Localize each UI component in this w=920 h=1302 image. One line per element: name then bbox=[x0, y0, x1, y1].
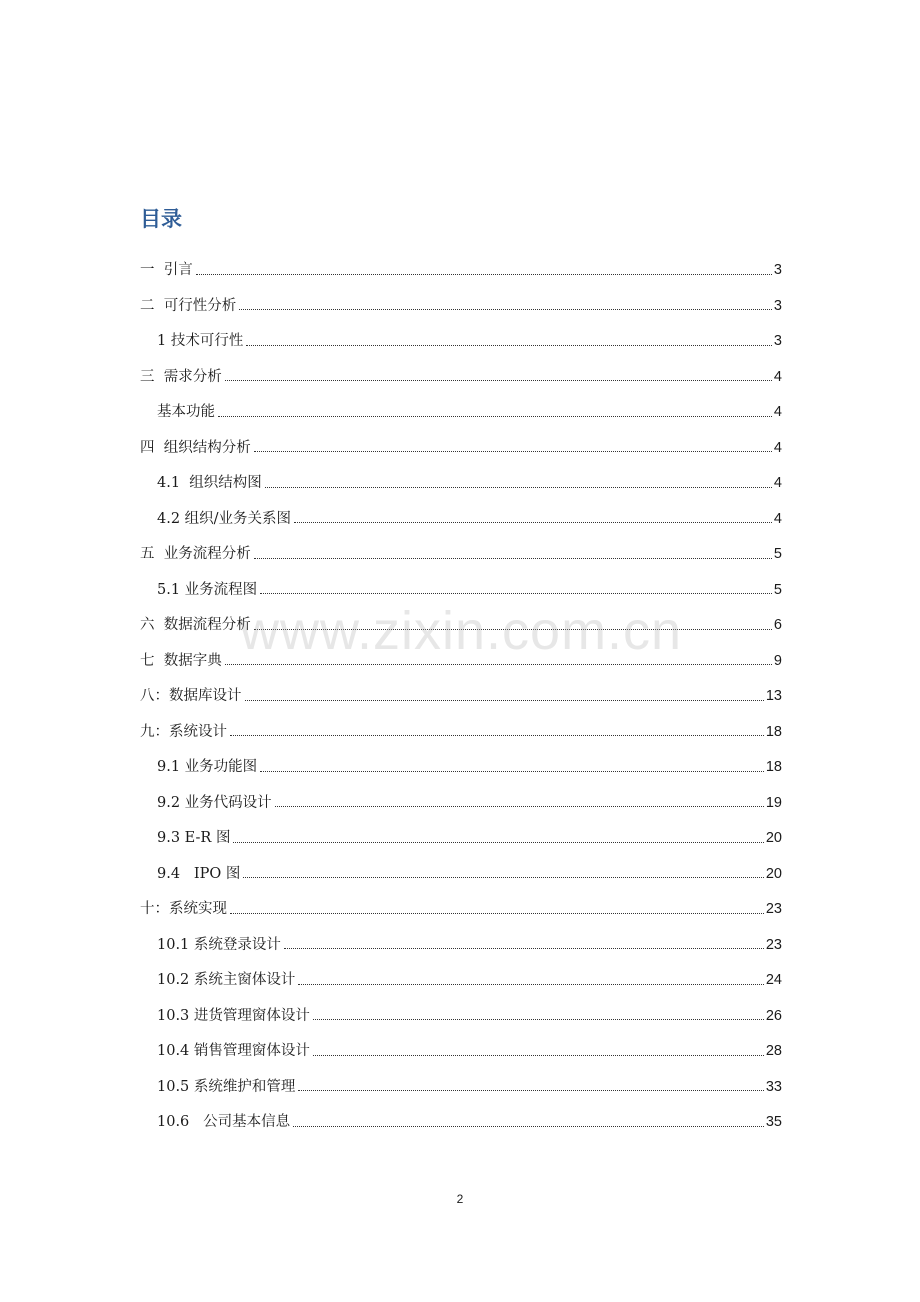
toc-entry[interactable] bbox=[140, 1059, 782, 1095]
toc-entry[interactable] bbox=[140, 952, 782, 988]
toc-entry-label: 5.1 业务流程图 bbox=[157, 581, 258, 598]
toc-entry[interactable] bbox=[140, 491, 782, 527]
toc-entry-page: 23 bbox=[765, 936, 782, 953]
toc-entry[interactable] bbox=[140, 455, 782, 491]
toc-title: 目录 bbox=[140, 207, 182, 231]
toc-entry-page: 24 bbox=[765, 972, 782, 988]
dot-leader bbox=[230, 735, 764, 736]
toc-entry-label: 10.5 系统维护和管理 bbox=[157, 1078, 296, 1095]
toc-entry-label: 九：系统设计 bbox=[140, 723, 227, 740]
dot-leader bbox=[218, 416, 772, 417]
toc-entry[interactable] bbox=[140, 810, 782, 846]
dot-leader bbox=[293, 1126, 764, 1127]
toc-entry-label: 六 数据流程分析 bbox=[140, 617, 251, 633]
toc-entry[interactable] bbox=[140, 739, 782, 775]
dot-leader bbox=[265, 487, 772, 488]
toc-entry[interactable] bbox=[140, 917, 782, 953]
toc-entry-page: 5 bbox=[773, 581, 782, 598]
dot-leader bbox=[260, 771, 764, 772]
toc-entry-page: 6 bbox=[773, 617, 782, 633]
dot-leader bbox=[230, 913, 764, 914]
toc-entry-page: 4 bbox=[773, 510, 782, 527]
toc-entry-page: 20 bbox=[765, 830, 782, 846]
toc-entry-label: 一 引言 bbox=[140, 262, 193, 278]
page-number: 2 bbox=[456, 1192, 464, 1206]
toc-list bbox=[140, 242, 782, 1130]
toc-entry[interactable] bbox=[140, 384, 782, 420]
dot-leader bbox=[275, 806, 764, 807]
toc-entry-label: 十：系统实现 bbox=[140, 901, 227, 917]
toc-entry[interactable] bbox=[140, 846, 782, 882]
toc-entry-page: 26 bbox=[765, 1007, 782, 1024]
toc-entry[interactable] bbox=[140, 597, 782, 633]
toc-entry-label: 10.6 公司基本信息 bbox=[157, 1114, 291, 1130]
watermark: www.zixin.com.cn bbox=[240, 601, 683, 661]
toc-entry-label: 4.2 组织/业务关系图 bbox=[157, 510, 292, 527]
toc-entry-label: 三 需求分析 bbox=[140, 368, 222, 385]
dot-leader bbox=[254, 629, 772, 630]
toc-entry[interactable] bbox=[140, 988, 782, 1024]
toc-entry-page: 19 bbox=[765, 794, 782, 811]
toc-entry-label: 二 可行性分析 bbox=[140, 297, 237, 314]
toc-entry-page: 3 bbox=[773, 333, 782, 349]
toc-entry-page: 9 bbox=[773, 652, 782, 669]
toc-entry[interactable] bbox=[140, 881, 782, 917]
toc-entry-page: 33 bbox=[765, 1078, 782, 1095]
dot-leader bbox=[260, 593, 772, 594]
toc-entry-label: 七 数据字典 bbox=[140, 652, 222, 669]
toc-entry-label: 10.1 系统登录设计 bbox=[157, 936, 281, 953]
toc-entry-label: 10.4 销售管理窗体设计 bbox=[157, 1043, 310, 1059]
toc-entry-label: 四 组织结构分析 bbox=[140, 439, 251, 456]
toc-entry-page: 4 bbox=[773, 439, 782, 456]
toc-entry-page: 20 bbox=[765, 865, 782, 882]
toc-entry-page: 23 bbox=[765, 901, 782, 917]
toc-entry-label: 1 技术可行性 bbox=[157, 333, 244, 349]
toc-entry[interactable] bbox=[140, 704, 782, 740]
toc-entry[interactable] bbox=[140, 313, 782, 349]
toc-entry[interactable] bbox=[140, 349, 782, 385]
toc-entry[interactable] bbox=[140, 1094, 782, 1130]
toc-entry-label: 10.2 系统主窗体设计 bbox=[157, 972, 296, 988]
toc-entry[interactable] bbox=[140, 775, 782, 811]
toc-entry-page: 35 bbox=[765, 1114, 782, 1130]
toc-entry-label: 10.3 进货管理窗体设计 bbox=[157, 1007, 310, 1024]
toc-entry-label: 八：数据库设计 bbox=[140, 688, 242, 704]
toc-entry[interactable] bbox=[140, 1023, 782, 1059]
toc-entry[interactable] bbox=[140, 526, 782, 562]
dot-leader bbox=[284, 948, 764, 949]
dot-leader bbox=[254, 451, 772, 452]
toc-entry[interactable] bbox=[140, 668, 782, 704]
toc-entry-label: 9.2 业务代码设计 bbox=[157, 794, 272, 811]
toc-entry[interactable] bbox=[140, 420, 782, 456]
dot-leader bbox=[254, 558, 772, 559]
toc-entry[interactable] bbox=[140, 242, 782, 278]
toc-entry-label: 五 业务流程分析 bbox=[140, 546, 251, 562]
toc-entry-page: 3 bbox=[773, 262, 782, 278]
toc-entry-page: 3 bbox=[773, 297, 782, 314]
dot-leader bbox=[246, 345, 772, 346]
toc-entry-label: 9.3 E-R 图 bbox=[157, 830, 231, 846]
dot-leader bbox=[196, 274, 772, 275]
toc-entry[interactable] bbox=[140, 562, 782, 598]
dot-leader bbox=[245, 700, 764, 701]
dot-leader bbox=[243, 877, 763, 878]
toc-entry-page: 18 bbox=[765, 759, 782, 775]
toc-entry-page: 5 bbox=[773, 546, 782, 562]
toc-entry-label: 9.4 IPO 图 bbox=[157, 865, 241, 882]
dot-leader bbox=[313, 1019, 764, 1020]
dot-leader bbox=[294, 522, 772, 523]
dot-leader bbox=[298, 1090, 763, 1091]
dot-leader bbox=[239, 309, 772, 310]
toc-entry-page: 28 bbox=[765, 1043, 782, 1059]
dot-leader bbox=[225, 380, 772, 381]
toc-entry-label: 4.1 组织结构图 bbox=[157, 475, 262, 491]
toc-entry[interactable] bbox=[140, 278, 782, 314]
dot-leader bbox=[313, 1055, 764, 1056]
toc-entry[interactable] bbox=[140, 633, 782, 669]
dot-leader bbox=[233, 842, 763, 843]
toc-entry-page: 18 bbox=[765, 723, 782, 740]
toc-entry-label: 基本功能 bbox=[157, 404, 215, 420]
toc-entry-page: 4 bbox=[773, 368, 782, 385]
toc-entry-page: 4 bbox=[773, 475, 782, 491]
dot-leader bbox=[298, 984, 763, 985]
dot-leader bbox=[225, 664, 772, 665]
toc-entry-page: 4 bbox=[773, 404, 782, 420]
toc-entry-label: 9.1 业务功能图 bbox=[157, 759, 258, 775]
toc-entry-page: 13 bbox=[765, 688, 782, 704]
